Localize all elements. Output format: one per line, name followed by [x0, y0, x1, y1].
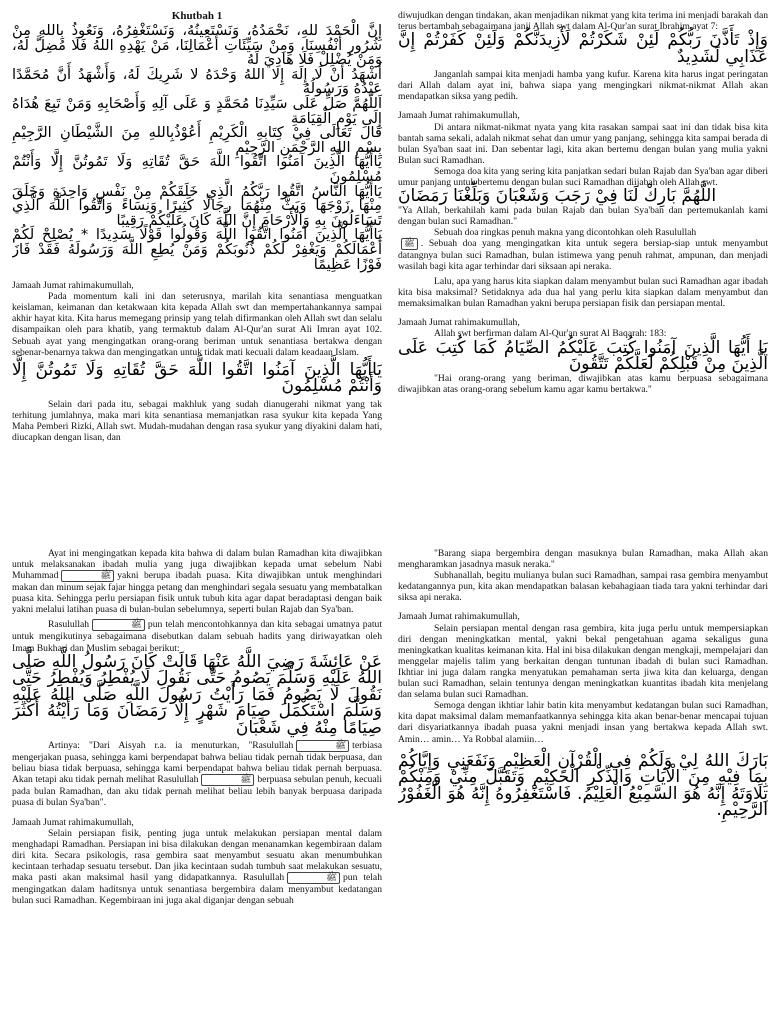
- translation-doa: "Ya Allah, berkahilah kami pada bulan Rajab dan bulan Sya'ban dan pertemukanlah kami dengan bulan suci Ramadhan.": [398, 204, 768, 227]
- paragraph-doa: Semoga doa kita yang sering kita panjatkan sedari bulan Rajab dan Sya'ban agar diberi umur panjang untuk bertemu dengan bulan suci Ramadhan diijabah oleh Allah swt.: [398, 165, 768, 189]
- paragraph-syukur: Selain dari pada itu, sebagai makhluk yang sudah dianugerahi nikmat yang tak terhitung jumlahnya, maka mari kita senantiasa memanjatkan rasa syukur kita kepada Yang Maha Pemberi Rizki, Allah swt. Mudah-mudahan dengan rasa syukur yang diyakini dalam hati, diucapkan dengan lisan, dan: [12, 398, 382, 444]
- paragraph-subhanallah: Subhanallah, begitu mulianya bulan suci Ramadhan, sampai rasa gembira menyambut kedatangannya pun, kita akan mendapatkan balasan kebahagiaan tiada tara yakni terhindar dari siksa api neraka.: [398, 570, 768, 604]
- arabic-opening-7: يَاأَيُّهَا الَّذِينَ آمَنُوا اتَّقُوا اللَّهَ وَقُولُوا قَوْلًا سَدِيدًا * يُصْلِحْ لَكُمْ أَعْمَالَكُمْ وَيَغْفِرْ لَكُمْ ذُنُوبَكُمْ وَمَنْ يُطِعِ اللَّهَ وَرَسُولَهُ فَقَدْ فَازَ فَوْزًا عَظِيمًا: [12, 226, 382, 273]
- translation-baqarah: "Hai orang-orang yang beriman, diwajibkan atas kamu berpuasa sebagaimana diwajibkan atas orang-orang sebelum kamu agar kamu bertakwa.": [398, 372, 768, 395]
- left-bottom-column: [12, 548, 382, 1022]
- arabic-doa-rajab: اللَّهُمَّ بَارِكْ لَنَا فِيْ رَجَبَ وَشَعْبَانَ وَبَلِّغْنَا رَمَضَانَ: [398, 186, 717, 207]
- arabic-opening-6: يَاأَيُّهَا النَّاسُ اتَّقُوا رَبَّكُمُ الَّذِي خَلَقَكُمْ مِنْ نَفْسٍ وَاحِدَةٍ وَخَلَقَ مِنْهَا زَوْجَهَا وَبَثَّ مِنْهُمَا رِجَالًا كَثِيرًا وَنِسَاءً وَاتَّقُوا اللَّهَ الَّذِي تَسَاءَلُونَ بِهِ وَالْأَرْحَامَ إِنَّ اللَّهَ كَانَ عَلَيْكُمْ رَقِيبًا: [12, 182, 382, 229]
- arabic-opening-2: أَشْهَدُ أَنْ لَا إِلَهَ إِلا اللهُ وَحْدَهُ لا شَرِيكَ لَهُ، وَأَشْهَدُ أَنَّ مُحَمَّدًا عَبْدُهُ وَرَسُولُهُ: [12, 65, 382, 98]
- paragraph-rasul-text-2: pun telah mencontohkannya dan kita sebagai umatnya patut untuk mengikutinya sebagaimana disebutkan dalam sebuah hadits yang diriwayatkan oleh Imam Bukhari dan Muslim sebagai berikut:: [12, 619, 382, 654]
- translation-hadits-b: terbiasa mengerjakan puasa, sehingga kami berpendapat bahwa beliau tidak pernah tidak berpuasa, dan beliau biasa tidak berpuasa, sehingga kami berpendapat bahwa beliau tidak pernah berpuasa. Akan tetapi aku tidak pernah melihat Rasulullah: [12, 740, 382, 786]
- right-bottom-column: [398, 548, 768, 1022]
- paragraph-rasul-text: Rasulullah: [48, 619, 90, 631]
- arabic-hadits-aisyah: عَنْ عَائِشَةَ رَضِيَ اللَّهُ عَنْهَا قَالَتْ كَانَ رَسُولُ اللَّهِ صَلَّى اللهُ عَلَيْهِ وَسَلَّمَ يَصُومُ حَتَّى نَقُولَ لَا يُفْطِرُ وَيُفْطِرُ حَتَّى نَقُولَ لَا يَصُومُ فَمَا رَأَيْتُ رَسُولَ اللَّهِ صَلَّى اللهُ عَلَيْهِ وَسَلَّمَ اسْتَكْمَلَ صِيَامَ شَهْرٍ إِلَّا رَمَضَانَ وَمَا رَأَيْتُهُ أَكْثَرَ صِيَامًا مِنْهُ فِي شَعْبَانَ: [12, 651, 382, 738]
- greeting: Jamaah Jumat rahimakumullah,: [12, 280, 134, 292]
- saw-icon: ﷺ: [401, 238, 418, 250]
- paragraph-kufur: Janganlah sampai kita menjadi hamba yang kufur. Karena kita harus ingat peringatan dari Allah dalam ayat ini, bahwa siapa yang mengingkari nikmat-nikmat Allah akan mendapatkan siksa yang pedih.: [398, 69, 768, 103]
- paragraph-rasul: [12, 619, 382, 653]
- paragraph-apa: Lalu, apa yang harus kita siapkan dalam menyambut bulan suci Ramadhan agar ibadah kita bisa maksimal? Setidaknya ada dua hal yang perlu kita siapkan dalam menyambut dan memaksimalkan bulan Ramadhan yakni berupa persiapan fisik dan persiapan mental.: [398, 276, 768, 310]
- arabic-opening-5: يَاأَيُّهَا الَّذِينَ آمَنُوا اتَّقُوا اللَّهَ حَقَّ تُقَاتِهِ وَلَا تَمُوتُنَّ إِلَّا وَأَنْتُمْ مُسْلِمُونَ: [12, 153, 382, 185]
- paragraph-semoga: Semoga dengan ikhtiar lahir batin kita menyambut kedatangan bulan suci Ramadhan, kita dapat maksimal dalam memanfaatkannya sehingga kita akan benar-benar mencapai tujuan dari disyariatkannya ibadah puasa yakni menjadi insan yang bertakwa kepada Allah swt. Amin… amin… Ya Robbal alamiin…: [398, 700, 768, 745]
- paragraph-mental-b: pun telah mengingatkan dalam haditsnya untuk senantiasa bergembira dalam menyambut kedatangan bulan suci Ramadhan. Kegembiraan ini juga akal diganjar dengan sebuah: [12, 872, 382, 907]
- paragraph-mental-ilmu: Selain persiapan mental dengan rasa gembira, kita juga perlu untuk mempersiapkan diri dengan meningkatkan mental, yakni bekal pengetahuan agama sekaligus guna meningkatkan kualitas keimanan kita. Hal ini bisa dilakukan dengan mengkaji, mempelajari dan menggelar majelis talim yang berkaitan dengan tuntunan ibadah di bulan suci Ramadhan. Ikhtiar ini juga dalam rangka menyatukan pemahaman serta jiwa kita dan keluarga, dengan bulan suci Ramadhan, selain tentunya dengan meningkatkan kuantitas ibadah kita menjelang dan selama bulan suci Ramadhan.: [398, 622, 768, 701]
- greeting: Jamaah Jumat rahimakumullah,: [398, 611, 520, 623]
- paragraph-mental-a: Selain persiapan fisik, penting juga untuk melakukan persiapan mental dalam menghadapi Ramadhan. Persiapan ini bisa dilakukan dengan menanamkan kegembiraan dalam diri kita. Secara psikologis, rasa gembira saat menyambut sesuatu akan menumbuhkan kecintaan terhadap sesuatu tersebut. Dan jika kecintaan sudah tumbuh saat melakukan sesuatu, maka pasti akan maksimal hasil yang didapatkannya. Rasulullah: [12, 827, 382, 884]
- arabic-baqarah-183: يَا أَيُّهَا الَّذِينَ آمَنُوا كُتِبَ عَلَيْكُمُ الصِّيَامُ كَمَا كُتِبَ عَلَى الَّذِينَ مِنْ قَبْلِكُمْ لَعَلَّكُمْ تَتَّقُونَ: [398, 337, 768, 375]
- saw-icon: ﷺ: [296, 740, 349, 752]
- arabic-opening-1: إِنَّ الْحَمْدَ للهِ، نَحْمَدُهُ، وَنَسْتَعِينُهُ، وَنَسْتَغْفِرُهُ، وَنَعُوذُ بِاللهِ مِنْ شُرُورِ أَنْفُسِنَا، وَمِنْ سَيِّئَاتِ أَعْمَالِنَا، مَنْ يَهْدِهِ اللهُ فَلَا مُضِلَّ لَهُ، وَمَنْ يُضْلِلْ فَلَا هَادِيَ لَهُ: [12, 22, 382, 69]
- paragraph-nikmat: Di antara nikmat-nikmat nyata yang kita rasakan sampai saat ini dan tidak bisa kita bantah sama sekali, adalah nikmat sehat dan umur yang panjang, sehingga kita sampai berada di bulan Sya'ban saat ini. Dan sebentar lagi, kita akan bertemu dengan bulan yang mulia yakni Bulan suci Ramadhan.: [398, 121, 768, 166]
- saw-icon: ﷺ: [61, 570, 114, 582]
- paragraph-ayat: [12, 548, 382, 615]
- greeting: Jamaah Jumat rahimakumullah,: [398, 110, 520, 122]
- translation-hadits-a: Artinya: "Dari Aisyah r.a. ia menuturkan, "Rasulullah: [48, 740, 294, 752]
- paragraph-siap: [398, 238, 768, 272]
- saw-icon: ﷺ: [201, 774, 254, 786]
- paragraph-continued: diwujudkan dengan tindakan, akan menjadikan nikmat yang kita terima ini menjadi barakah dan terus bertambah sebagaimana janji Allah swt dalam Al-Qur'an surat Ibrahim ayat 7:: [398, 10, 768, 33]
- paragraph-momentum: Pada momentum kali ini dan seterusnya, marilah kita senantiasa menguatkan keislaman, keimanan dan ketakwaan kita kepada Allah swt dan mempertahankannya sampai akhir hayat kita. Kita harus memegang prinsip yang telah difirmankan oleh Allah swt dan selalu disampaikan oleh para khatib, yang termaktub dalam Al-Qur'an surat Ali Imran ayat 102. Sebuah ayat yang mengingatkan orang-orang beriman untuk senantiasa bertakwa dengan sebenar-benarnya takwa dan mengingatkan untuk tidak mati kecuali dalam keadaan Islam.: [12, 291, 382, 358]
- translation-hadits-c: berpuasa sebulan penuh, kecuali pada bulan Ramadhan, dan aku tidak pernah melihat beliau lebih banyak berpuasa daripada puasa di bulan Sya'ban".: [12, 774, 382, 809]
- khutbah-title: Khutbah 1: [171, 10, 223, 22]
- greeting-2: Jamaah Jumat rahimakumullah,: [398, 317, 520, 329]
- arabic-opening-3: اَللَّهُمَّ صَلِّ عَلَى سَيِّدِنَا مُحَمَّدٍ وَ عَلَى آلِهِ وَأَصْحَابِهِ وَمَنْ تَبِعَ هُدَاهُ إِلَى يَوْمِ الْقِيَامَةِ: [12, 94, 382, 127]
- quote-gembira: "Barang siapa bergembira dengan masuknya bulan Ramadhan, maka Allah akan mengharamkan jasadnya masuk neraka.": [398, 548, 768, 571]
- paragraph-ayat-text: Ayat ini mengingatkan kepada kita bahwa di dalam bulan Ramadhan kita diwajibkan untuk melaksanakan ibadah mulia yang juga diwajibkan kepada umat sebelum Nabi Muhammad: [12, 548, 382, 582]
- paragraph-siap-text: . Sebuah doa yang mengingatkan kita untuk segera bersiap-siap untuk menyambut datangnya bulan suci Ramadhan, bulan istimewa yang penuh rahmat, ampunan, dan menjadi wasilah bagi kita agar terhindar dari siksaan api neraka.: [398, 238, 768, 272]
- left-top-column: [12, 10, 382, 518]
- saw-icon: ﷺ: [287, 872, 340, 884]
- arabic-ali-imran-102: يَاأَيُّهَا الَّذِينَ آمَنُوا اتَّقُوا اللَّهَ حَقَّ تُقَاتِهِ وَلَا تَمُوتُنَّ إِلَّا وَأَنْتُمْ مُسْلِمُونَ: [12, 359, 382, 397]
- translation-hadits: [12, 740, 382, 808]
- paragraph-ringkas: Sebuah doa ringkas penuh makna yang dicontohkan oleh Rasulullah: [434, 226, 697, 238]
- arabic-ibrahim-7: وَإِذْ تَأَذَّنَ رَبُّكُمْ لَئِنْ شَكَرْتُمْ لَأَزِيدَنَّكُمْ وَلَئِنْ كَفَرْتُمْ إِنَّ عَذَابِي لَشَدِيدٌ: [398, 30, 768, 67]
- greeting: Jamaah Jumat rahimakumullah,: [12, 816, 134, 828]
- right-top-column: [398, 10, 768, 518]
- arabic-closing-doa: بَارَكَ اللهُ لِيْ وَلَكُمْ فِي الْقُرْآنِ الْعَظِيْمِ وَنَفَعَنِي وَإِيَّاكُمْ بِمَا فِيْهِ مِنَ الْآيَاتِ وَالذِّكْرِ الْحَكِيْمِ وَتَقَبَّلَ مِنِّيْ وَمِنْكُمْ تِلَاوَتَهُ إِنَّهُ هُوَ السَّمِيْعُ الْعَلِيْمُ. فَاسْتَغْفِرُوهُ إِنَّهُ هُوَ الْغَفُوْرُ الرَّحِيْمِ.: [398, 750, 768, 821]
- paragraph-baqarah: Allah swt berfirman dalam Al-Qur'an surat Al Baqarah: 183:: [434, 328, 667, 340]
- arabic-opening-4: قَالَ تَعَالَى فِيْ كِتَابِهِ الْكَرِيْمِ أَعُوْذُبِاللهِ مِنَ الشَّيْطَانِ الرَّجِيْمِ بِسْمِ اللهِ الرَّحْمَنِ الرَّحِيْمِ: [12, 124, 382, 156]
- paragraph-persiapan-mental: [12, 828, 382, 907]
- saw-icon: ﷺ: [92, 619, 145, 631]
- paragraph-ayat-text-2: yakni berupa ibadah puasa. Kita diwajibkan untuk menghindari makan dan minum sejak fajar hingga petang dan menghindari segala sesuatu yang membatalkan puasa kita. Sehingga perlu persiapan fisik untuk tubuh kita agar dapat beradaptasi dengan baik yakni melalui latihan puasa di bulan-bulan sebelumnya, seperti bulan Rajab dan Sya'ban.: [12, 570, 382, 616]
